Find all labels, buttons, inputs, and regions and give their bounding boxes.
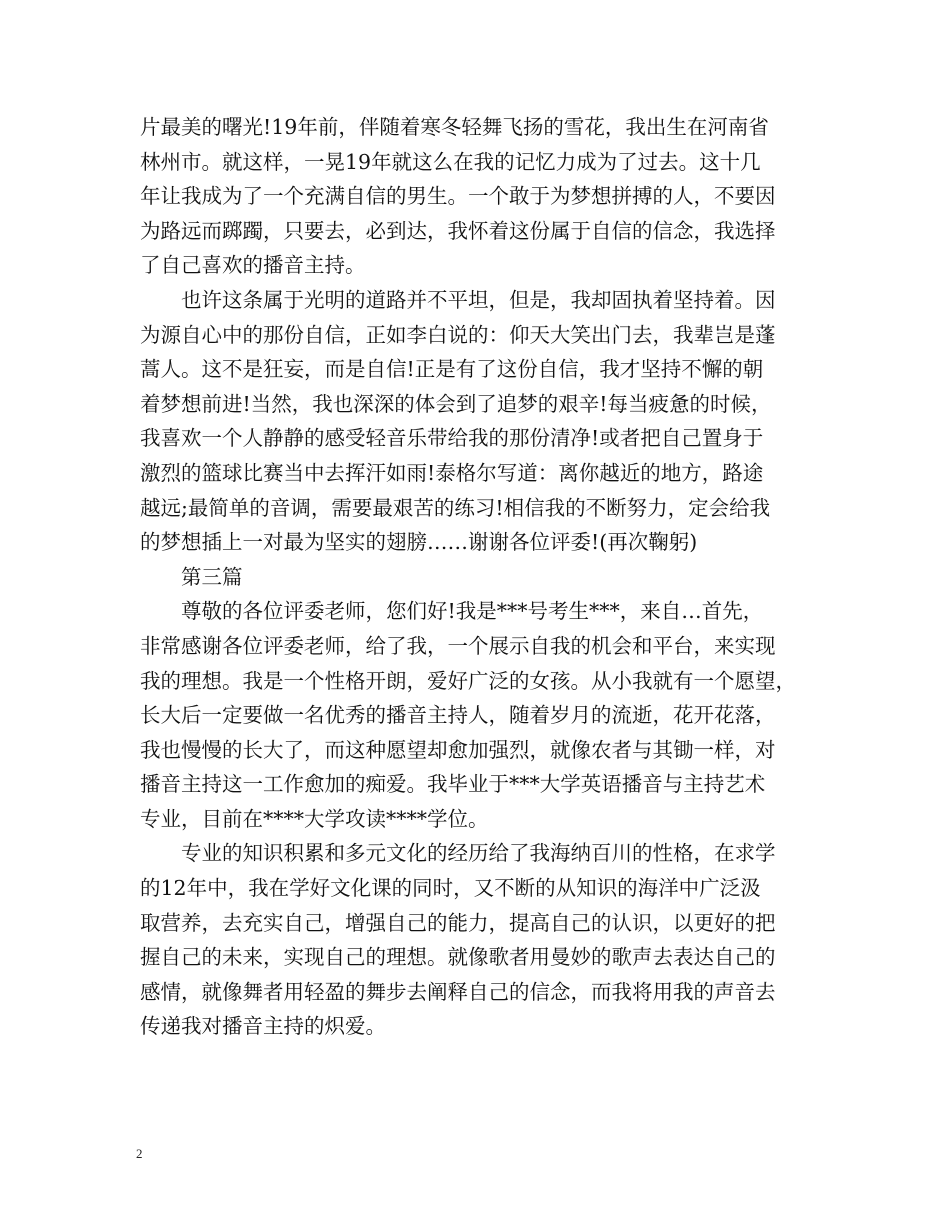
text-line: 为路远而踯躅，只要去，必到达，我怀着这份属于自信的信念，我选择 (140, 218, 776, 243)
text-line: 我的理想。我是一个性格开朗，爱好广泛的女孩。从小我就有一个愿望， (140, 668, 796, 693)
page-number: 2 (136, 1146, 143, 1161)
text-line: 为源自心中的那份自信，正如李白说的：仰天大笑出门去，我辈岂是蓬 (140, 322, 776, 347)
text-line: 取营养，去充实自己，增强自己的能力，提高自己的认识，以更好的把 (140, 910, 776, 935)
paragraph-first-line: 也许这条属于光明的道路并不平坦，但是，我却固执着坚持着。因 (181, 287, 776, 312)
body-text (140, 110, 816, 1044)
text-line: 非常感谢各位评委老师，给了我，一个展示自我的机会和平台，来实现 (140, 633, 776, 658)
text-line: 年让我成为了一个充满自信的男生。一个敢于为梦想拼搏的人，不要因 (140, 184, 776, 209)
text-line: 播音主持这一工作愈加的痴爱。我毕业于***大学英语播音与主持艺术 (140, 772, 766, 797)
text-line: 长大后一定要做一名优秀的播音主持人，随着岁月的流逝，花开花落， (140, 703, 776, 728)
text-line: 越远;最简单的音调，需要最艰苦的练习!相信我的不断努力，定会给我 (140, 495, 771, 520)
paragraph-first-line: 尊敬的各位评委老师，您们好!我是***号考生***，来自…首先， (181, 599, 764, 624)
text-line: 专业，目前在****大学攻读****学位。 (140, 806, 489, 831)
section-heading: 第三篇 (181, 564, 243, 589)
text-line: 的12年中，我在学好文化课的同时，又不断的从知识的海洋中广泛汲 (140, 876, 761, 901)
paragraph-first-line: 专业的知识积累和多元文化的经历给了我海纳百川的性格，在求学 (181, 841, 776, 866)
text-line: 蒿人。这不是狂妄，而是自信!正是有了这份自信，我才坚持不懈的朝 (140, 357, 764, 382)
text-line: 激烈的篮球比赛当中去挥汗如雨!泰格尔写道：离你越近的地方，路途 (140, 460, 764, 485)
text-line: 感情，就像舞者用轻盈的舞步去阐释自己的信念，而我将用我的声音去 (140, 979, 776, 1004)
text-line: 传递我对播音主持的炽爱。 (140, 1014, 386, 1039)
text-line: 我也慢慢的长大了，而这种愿望却愈加强烈，就像农者与其锄一样，对 (140, 737, 776, 762)
text-line: 我喜欢一个人静静的感受轻音乐带给我的那份清净!或者把自己置身于 (140, 426, 764, 451)
text-line: 了自己喜欢的播音主持。 (140, 253, 366, 278)
text-line: 林州市。就这样，一晃19年就这么在我的记忆力成为了过去。这十几 (140, 149, 761, 174)
text-line: 的梦想插上一对最为坚实的翅膀……谢谢各位评委!(再次鞠躬) (140, 530, 698, 555)
text-line: 片最美的曙光!19年前，伴随着寒冬轻舞飞扬的雪花，我出生在河南省 (140, 115, 769, 139)
text-line: 握自己的未来，实现自己的理想。就像歌者用曼妙的歌声去表达自己的 (140, 945, 776, 970)
text-line: 着梦想前进!当然，我也深深的体会到了追梦的艰辛!每当疲惫的时候， (140, 391, 772, 416)
